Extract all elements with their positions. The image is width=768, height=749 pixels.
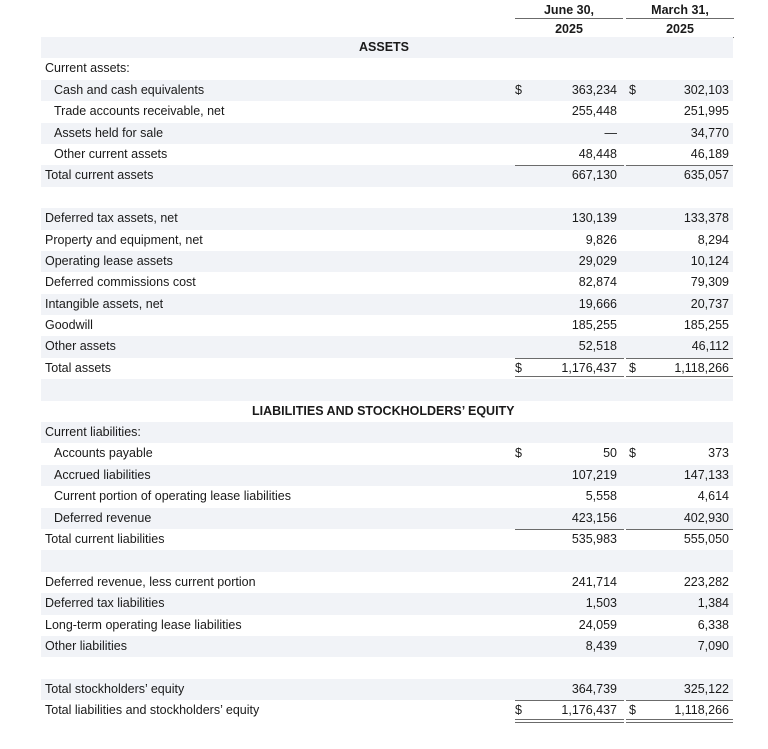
currency-symbol: $: [515, 446, 522, 461]
row-label: Goodwill: [45, 318, 93, 333]
section-title: LIABILITIES AND STOCKHOLDERS’ EQUITY: [252, 403, 515, 418]
value-march: 147,133: [683, 467, 729, 482]
section-header-assets: [41, 37, 733, 58]
table-row: [41, 465, 733, 486]
value-june: 50: [603, 446, 617, 461]
table-row: [41, 272, 733, 293]
value-june: 107,219: [571, 467, 617, 482]
table-row: [41, 572, 733, 593]
section-title: ASSETS: [359, 40, 410, 54]
currency-symbol: $: [629, 360, 636, 375]
balance-sheet-table: [41, 37, 733, 722]
row-label: Other liabilities: [45, 638, 127, 653]
currency-symbol: $: [515, 82, 522, 97]
table-row: [41, 294, 733, 315]
row-label: Deferred commissions cost: [45, 275, 196, 290]
currency-symbol: $: [515, 360, 522, 375]
value-june: 48,448: [578, 146, 617, 161]
value-march: 20,737: [690, 296, 729, 311]
value-march: 185,255: [683, 318, 729, 333]
value-june: 535,983: [571, 531, 617, 546]
value-june: 1,176,437: [561, 703, 617, 718]
value-june: 1,176,437: [561, 360, 617, 375]
spacer-row: [41, 187, 733, 208]
table-row-total: [41, 165, 733, 186]
table-row: [41, 208, 733, 229]
row-label: Assets held for sale: [54, 125, 164, 140]
currency-symbol: $: [515, 703, 522, 718]
column-header-march-line1: March 31,: [626, 0, 734, 19]
column-header-june-line1: June 30,: [515, 0, 623, 19]
value-june: 52,518: [578, 339, 617, 354]
value-march: 635,057: [683, 168, 729, 183]
value-march: 325,122: [683, 681, 729, 696]
currency-symbol: $: [629, 703, 636, 718]
value-march: 34,770: [690, 125, 729, 140]
table-row-total: [41, 358, 733, 379]
row-label: Property and equipment, net: [45, 232, 203, 247]
row-label: Deferred revenue, less current portion: [45, 574, 256, 589]
table-row: [41, 679, 733, 700]
value-june: 8,439: [585, 638, 617, 653]
row-label: Long-term operating lease liabilities: [45, 617, 242, 632]
table-row: [41, 336, 733, 357]
column-headers: [0, 0, 768, 37]
table-row-total: [41, 529, 733, 550]
value-june: —: [604, 125, 617, 140]
value-june: 423,156: [571, 510, 617, 525]
value-june: 19,666: [578, 296, 617, 311]
value-june: 82,874: [578, 275, 617, 290]
row-label: Trade accounts receivable, net: [54, 104, 225, 119]
table-row: [41, 251, 733, 272]
table-row: [41, 230, 733, 251]
value-march: 373: [708, 446, 729, 461]
row-label: Total stockholders’ equity: [45, 681, 185, 696]
value-june: 29,029: [578, 253, 617, 268]
row-label: Current assets:: [45, 61, 130, 76]
value-march: 6,338: [697, 617, 729, 632]
value-june: 255,448: [571, 104, 617, 119]
row-label: Total current assets: [45, 168, 154, 183]
row-label: Total assets: [45, 360, 112, 375]
value-march: 1,384: [697, 596, 729, 611]
column-header-june-year: 2025: [515, 19, 623, 38]
value-march: 10,124: [690, 253, 729, 268]
value-june: 363,234: [571, 82, 617, 97]
table-row: [41, 593, 733, 614]
spacer-row: [41, 550, 733, 571]
value-march: 133,378: [683, 211, 729, 226]
value-march: 46,112: [691, 339, 729, 354]
value-march: 7,090: [697, 638, 729, 653]
section-header-liabilities: [41, 401, 733, 422]
currency-symbol: $: [629, 446, 636, 461]
row-label: Total current liabilities: [45, 531, 165, 546]
row-label: Deferred tax liabilities: [45, 596, 165, 611]
row-label: Intangible assets, net: [45, 296, 164, 311]
table-row: [41, 80, 733, 101]
table-row: [41, 443, 733, 464]
table-row: [41, 58, 733, 79]
row-label: Cash and cash equivalents: [54, 82, 205, 97]
table-row: [41, 508, 733, 529]
value-june: 130,139: [571, 211, 617, 226]
value-march: 223,282: [683, 574, 729, 589]
table-row: [41, 422, 733, 443]
spacer-row: [41, 379, 733, 400]
column-header-june: [515, 0, 623, 38]
value-march: 1,118,266: [674, 360, 729, 375]
row-label: Total liabilities and stockholders’ equity: [45, 703, 260, 718]
value-june: 185,255: [571, 318, 617, 333]
row-label: Operating lease assets: [45, 253, 173, 268]
row-label: Accrued liabilities: [54, 467, 151, 482]
row-label: Other current assets: [54, 146, 168, 161]
value-march: 302,103: [683, 82, 729, 97]
value-june: 5,558: [585, 489, 617, 504]
value-march: 402,930: [683, 510, 729, 525]
row-label: Deferred revenue: [54, 510, 152, 525]
row-label: Other assets: [45, 339, 116, 354]
value-march: 4,614: [697, 489, 729, 504]
table-row: [41, 315, 733, 336]
column-header-march: [626, 0, 734, 38]
value-march: 8,294: [697, 232, 729, 247]
row-label: Current portion of operating lease liabilities: [54, 489, 291, 504]
spacer-row: [41, 657, 733, 678]
value-june: 364,739: [571, 681, 617, 696]
table-row: [41, 636, 733, 657]
table-row-total: [41, 700, 733, 721]
value-june: 1,503: [585, 596, 617, 611]
value-march: 79,309: [690, 275, 729, 290]
column-header-march-year: 2025: [626, 19, 734, 38]
table-row: [41, 123, 733, 144]
value-march: 46,189: [690, 146, 729, 161]
value-june: 241,714: [571, 574, 617, 589]
currency-symbol: $: [629, 82, 636, 97]
table-row: [41, 144, 733, 165]
value-june: 9,826: [585, 232, 617, 247]
table-row: [41, 486, 733, 507]
value-june: 24,059: [578, 617, 617, 632]
table-row: [41, 615, 733, 636]
table-row: [41, 101, 733, 122]
row-label: Deferred tax assets, net: [45, 211, 178, 226]
row-label: Current liabilities:: [45, 425, 141, 440]
value-march: 251,995: [683, 104, 729, 119]
value-march: 1,118,266: [674, 703, 729, 718]
value-march: 555,050: [683, 531, 729, 546]
row-label: Accounts payable: [54, 446, 153, 461]
value-june: 667,130: [571, 168, 617, 183]
